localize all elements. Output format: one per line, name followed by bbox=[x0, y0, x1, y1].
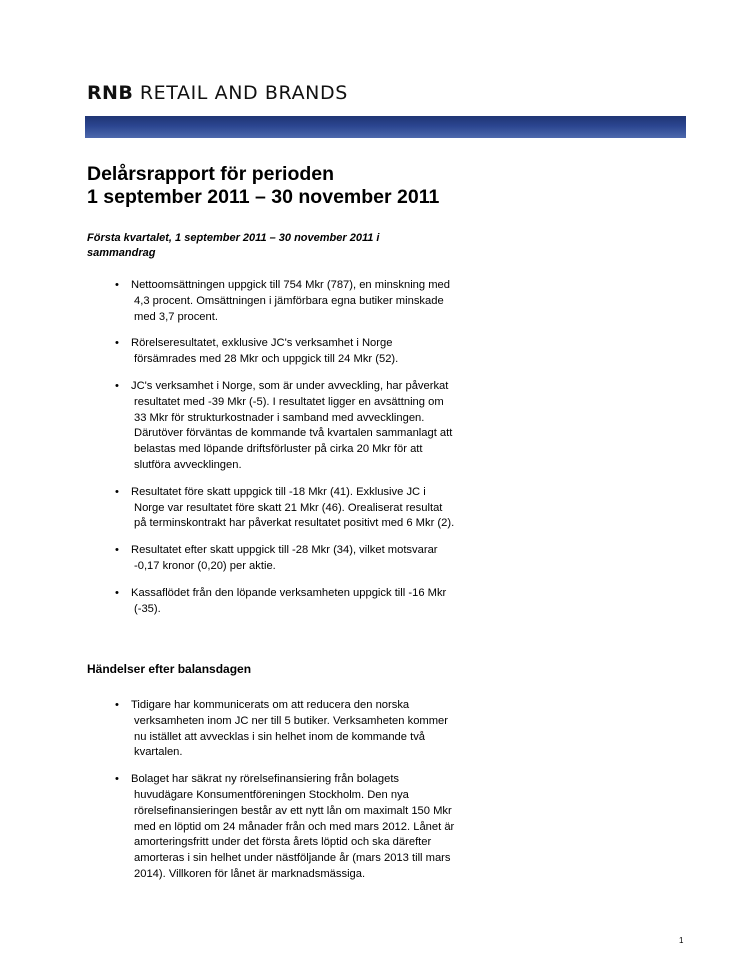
list-item-line: slutföra avvecklingen. bbox=[134, 458, 242, 471]
list-item-line: resultatet med -39 Mkr (-5). I resultatet ligger en avsättning om bbox=[134, 395, 444, 408]
list-item-line: verksamheten inom JC ner till 5 butiker. Verksamheten kommer bbox=[134, 714, 448, 727]
list-item bbox=[115, 379, 515, 474]
list-item-line: Bolaget har säkrat ny rörelsefinansiering från bolagets bbox=[131, 773, 400, 786]
list-item-line: amorteringsfritt under det första årets löptid och ska därefter bbox=[134, 836, 432, 849]
bullet-icon: • bbox=[115, 773, 119, 786]
bullet-icon: • bbox=[115, 337, 119, 350]
list-item-line: rörelsefinansieringen består av ett nytt lån om maximalt 150 Mkr bbox=[134, 804, 452, 817]
list-item-line: Kassaflödet från den löpande verksamheten uppgick till -16 Mkr bbox=[131, 586, 447, 599]
list-item-line: belastas med löpande driftsförluster på cirka 20 Mkr för att bbox=[134, 443, 423, 456]
list-item bbox=[115, 485, 515, 532]
bullet-icon: • bbox=[115, 586, 119, 599]
list-item-line: med 3,7 procent. bbox=[134, 310, 218, 323]
logo-text: RETAIL AND BRANDS bbox=[139, 82, 348, 104]
bullet-icon: • bbox=[115, 544, 119, 557]
report-subtitle: Första kvartalet, 1 september 2011 – 30 november 2011 i sammandrag bbox=[87, 232, 380, 259]
list-item-line: på terminskontrakt har påverkat resultatet positivt med 6 Mkr (2). bbox=[134, 517, 455, 530]
list-item-line: amorteras i sin helhet under nästföljande år (mars 2013 till mars bbox=[134, 852, 451, 865]
events-heading: Händelser efter balansdagen bbox=[87, 662, 252, 676]
list-item-line: 4,3 procent. Omsättningen i jämförbara egna butiker minskade bbox=[134, 294, 444, 307]
list-item-line: 2014). Villkoren för lånet är marknadsmässiga. bbox=[134, 867, 366, 880]
bullet-icon: • bbox=[115, 379, 119, 392]
list-item bbox=[115, 543, 515, 575]
list-item bbox=[115, 278, 515, 325]
list-item-line: -0,17 kronor (0,20) per aktie. bbox=[134, 559, 276, 572]
list-item-line: med en löptid om 24 månader från och med mars 2012. Lånet är bbox=[134, 820, 455, 833]
list-item bbox=[115, 772, 495, 883]
list-item-line: kvartalen. bbox=[134, 746, 183, 759]
list-item-line: Därutöver förväntas de kommande två kvartalen sammanlagt att bbox=[134, 427, 453, 440]
events-list bbox=[115, 698, 495, 894]
list-item-line: Rörelseresultatet, exklusive JC's verksamhet i Norge bbox=[131, 337, 393, 350]
list-item-line: Resultatet före skatt uppgick till -18 Mkr (41). Exklusive JC i bbox=[131, 485, 426, 498]
list-item-line: huvudägare Konsumentföreningen Stockholm. Den nya bbox=[134, 788, 409, 801]
bullet-icon: • bbox=[115, 485, 119, 498]
list-item-line: Resultatet efter skatt uppgick till -28 Mkr (34), vilket motsvarar bbox=[131, 544, 438, 557]
logo-bold-text: RNB bbox=[87, 82, 134, 104]
list-item-line: försämrades med 28 Mkr och uppgick till 24 Mkr (52). bbox=[134, 353, 399, 366]
bullet-icon: • bbox=[115, 279, 119, 291]
title-line-1: Delårsrapport för perioden bbox=[87, 163, 335, 185]
list-item-line: (-35). bbox=[134, 602, 161, 615]
list-item bbox=[115, 336, 515, 368]
list-item bbox=[115, 586, 515, 618]
list-item-line: nu istället att avvecklas i sin helhet inom de kommande två bbox=[134, 730, 426, 743]
list-item-line: Norge var resultatet före skatt 21 Mkr (46). Orealiserat resultat bbox=[134, 501, 443, 514]
report-title bbox=[87, 163, 439, 209]
list-item-line: Tidigare har kommunicerats om att reducera den norska bbox=[131, 699, 410, 711]
list-item-line: Nettoomsättningen uppgick till 754 Mkr (787), en minskning med bbox=[131, 279, 451, 291]
company-logo bbox=[87, 82, 348, 104]
list-item-line: JC's verksamhet i Norge, som är under avveckling, har påverkat bbox=[131, 379, 449, 392]
list-item bbox=[115, 698, 495, 761]
bullet-icon: • bbox=[115, 699, 119, 711]
page-number: 1 bbox=[679, 936, 684, 945]
list-item-line: 33 Mkr för strukturkostnader i samband med avvecklingen. bbox=[134, 411, 425, 424]
header-bar bbox=[85, 116, 686, 138]
title-line-2: 1 september 2011 – 30 november 2011 bbox=[87, 186, 440, 208]
summary-list bbox=[115, 278, 515, 628]
